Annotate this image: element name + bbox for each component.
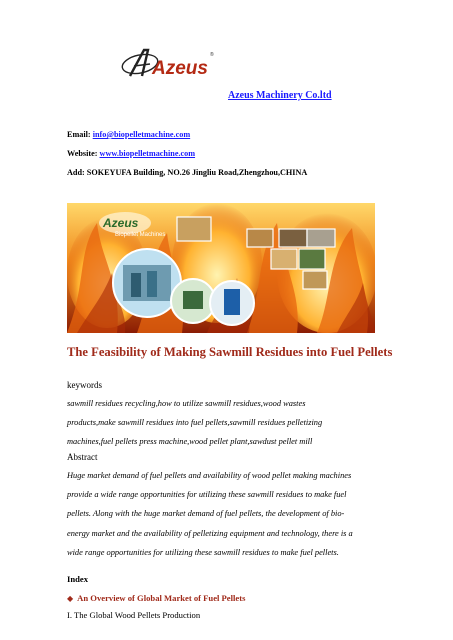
company-name-link[interactable]: Azeus Machinery Co.ltd <box>228 90 332 101</box>
abstract-line: provide a wide range opportunities for utilizing these sawmill residues to make fuel <box>67 490 347 500</box>
registered-mark: ® <box>210 52 214 58</box>
website-label: Website: <box>67 149 98 158</box>
website-link[interactable]: www.biopelletmachine.com <box>99 149 196 158</box>
banner-brand: Azeus <box>103 216 139 230</box>
banner-subtitle: Biopellet Machines <box>115 232 166 238</box>
keywords-text <box>67 394 385 452</box>
company-logo <box>118 44 218 84</box>
abstract-line: Huge market demand of fuel pellets and availability of wood pellet making machines <box>67 471 352 480</box>
address-line: Add: SOKEYUFA Building, NO.26 Jingliu Road,Zhengzhou,CHINA <box>67 168 308 177</box>
azeus-logo-icon <box>118 44 218 84</box>
keywords-line: products,make sawmill residues into fuel pellets,sawmill residues pelletizing <box>67 418 323 428</box>
abstract-line: pellets. Along with the huge market demand of fuel pellets, the development of bio- <box>67 509 345 519</box>
email-line <box>67 130 190 139</box>
abstract-line: wide range opportunities for utilizing these sawmill residues to make fuel pellets. <box>67 547 339 557</box>
index-section-1[interactable] <box>67 593 245 603</box>
keywords-line: sawmill residues recycling,how to utilize sawmill residues,wood wastes <box>67 399 306 408</box>
email-label: Email: <box>67 130 91 139</box>
index-section-label: An Overview of Global Market of Fuel Pellets <box>77 593 246 603</box>
abstract-heading: Abstract <box>67 452 98 462</box>
keywords-heading: keywords <box>67 380 102 390</box>
index-heading: Index <box>67 574 89 584</box>
index-item-1[interactable]: I. The Global Wood Pellets Production <box>67 610 201 620</box>
keywords-line: machines,fuel pellets press machine,wood pellet plant,sawdust pellet mill <box>67 437 313 447</box>
logo-wordmark: Azeus <box>152 58 208 79</box>
banner-image <box>67 203 375 333</box>
diamond-bullet-icon: ◆ <box>67 594 74 603</box>
article-title: The Feasibility of Making Sawmill Residues into Fuel Pellets <box>67 345 393 359</box>
website-line <box>67 149 195 158</box>
abstract-line: energy market and the availability of pelletizing equipment and technology, there is a <box>67 528 353 538</box>
email-link[interactable]: info@biopelletmachine.com <box>92 130 191 139</box>
abstract-text <box>67 466 385 562</box>
